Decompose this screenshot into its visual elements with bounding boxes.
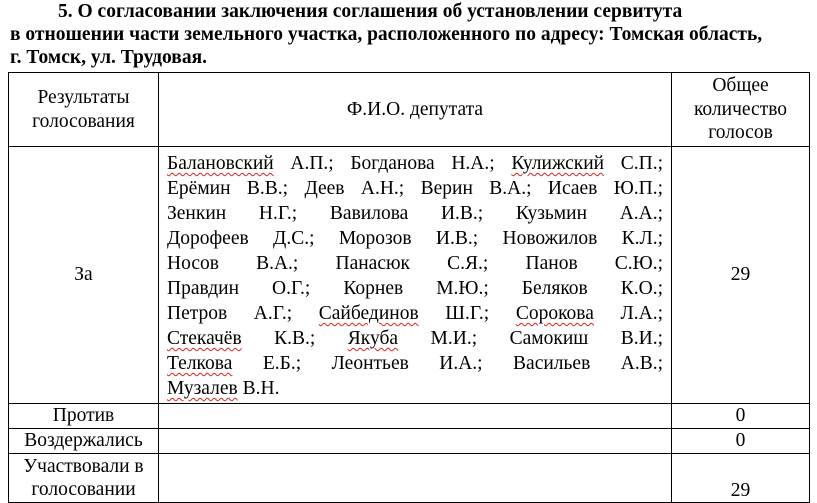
row-label-for: За — [9, 147, 159, 404]
header-total: Общее количество голосов — [672, 73, 810, 147]
deputy-name: Вавилова И.В.; — [329, 203, 484, 224]
deputy-name: Ерёмин В.В.; — [167, 178, 289, 199]
row-names-abstained — [159, 429, 672, 454]
deputy-name: Леонтьев И.А.; — [331, 353, 483, 374]
deputy-name: Беляков К.О.; — [521, 278, 664, 299]
deputy-name: Исаев Ю.П.; — [547, 178, 664, 199]
section-heading — [10, 0, 810, 69]
names-line — [167, 276, 663, 301]
table-row-against — [9, 404, 810, 429]
deputy-name: Музалев В.Н. — [167, 378, 280, 399]
table-header-row — [9, 73, 810, 147]
deputy-name: Правдин О.Г.; — [167, 278, 311, 299]
row-label-participated: Участвовали в голосовании — [9, 454, 159, 503]
deputy-name: Дорофеев Д.С.; — [167, 228, 315, 249]
deputy-name: Панасюк С.Я.; — [335, 253, 489, 274]
deputy-name: Новожилов К.Л.; — [502, 228, 664, 249]
deputy-name: Верин В.А.; — [420, 178, 532, 199]
table-row-abstained — [9, 429, 810, 454]
names-line — [167, 151, 663, 176]
deputy-name: Петров А.Г.; — [167, 303, 293, 324]
deputy-name: Васильев А.В.; — [513, 353, 663, 374]
row-count-against: 0 — [672, 404, 810, 429]
row-label-abstained: Воздержались — [9, 429, 159, 454]
deputy-names-list — [159, 147, 672, 404]
names-line — [167, 301, 663, 326]
deputy-name: Сайбединов Ш.Г.; — [318, 303, 490, 324]
names-line — [167, 226, 663, 251]
deputy-name: Зенкин Н.Г.; — [167, 203, 298, 224]
deputy-name: Носов В.А.; — [167, 253, 299, 274]
heading-line-2: в отношении части земельного участка, расположенного по адресу: Томская область, — [10, 24, 763, 45]
deputy-name: Деев А.Н.; — [304, 178, 405, 199]
deputy-name: Кузьмин А.А.; — [515, 203, 664, 224]
row-count-for: 29 — [672, 147, 810, 404]
names-line — [167, 351, 663, 376]
deputy-name: Телкова Е.Б.; — [167, 353, 302, 374]
names-line — [167, 376, 663, 401]
header-deputy: Ф.И.О. депутата — [159, 73, 672, 147]
row-names-against — [159, 404, 672, 429]
table-row-for — [9, 147, 810, 404]
names-line — [167, 326, 663, 351]
deputy-name: Балановский А.П.; — [167, 153, 334, 174]
row-names-participated — [159, 454, 672, 503]
heading-line-3: г. Томск, ул. Трудовая. — [10, 47, 207, 68]
names-line — [167, 201, 663, 226]
deputy-name: Самокиш В.И.; — [509, 328, 663, 349]
deputy-name: Стекачёв К.В.; — [167, 328, 316, 349]
deputy-name: Сорокова Л.А.; — [515, 303, 664, 324]
deputy-name: Кулижский С.П.; — [511, 153, 663, 174]
row-count-abstained: 0 — [672, 429, 810, 454]
heading-line-1: 5. О согласовании заключения соглашения об установлении сервитута — [58, 1, 683, 22]
names-line — [167, 251, 663, 276]
table-row-participated — [9, 454, 810, 503]
header-results: Результаты голосования — [9, 73, 159, 147]
voting-results-table — [8, 72, 810, 503]
deputy-name: Морозов И.В.; — [338, 228, 479, 249]
row-count-participated: 29 — [672, 454, 810, 503]
names-line — [167, 176, 663, 201]
deputy-name: Якуба М.И.; — [347, 328, 478, 349]
deputy-name: Панов С.Ю.; — [525, 253, 664, 274]
deputy-name: Богданова Н.А.; — [350, 153, 495, 174]
row-label-against: Против — [9, 404, 159, 429]
deputy-name: Корнев М.Ю.; — [343, 278, 489, 299]
